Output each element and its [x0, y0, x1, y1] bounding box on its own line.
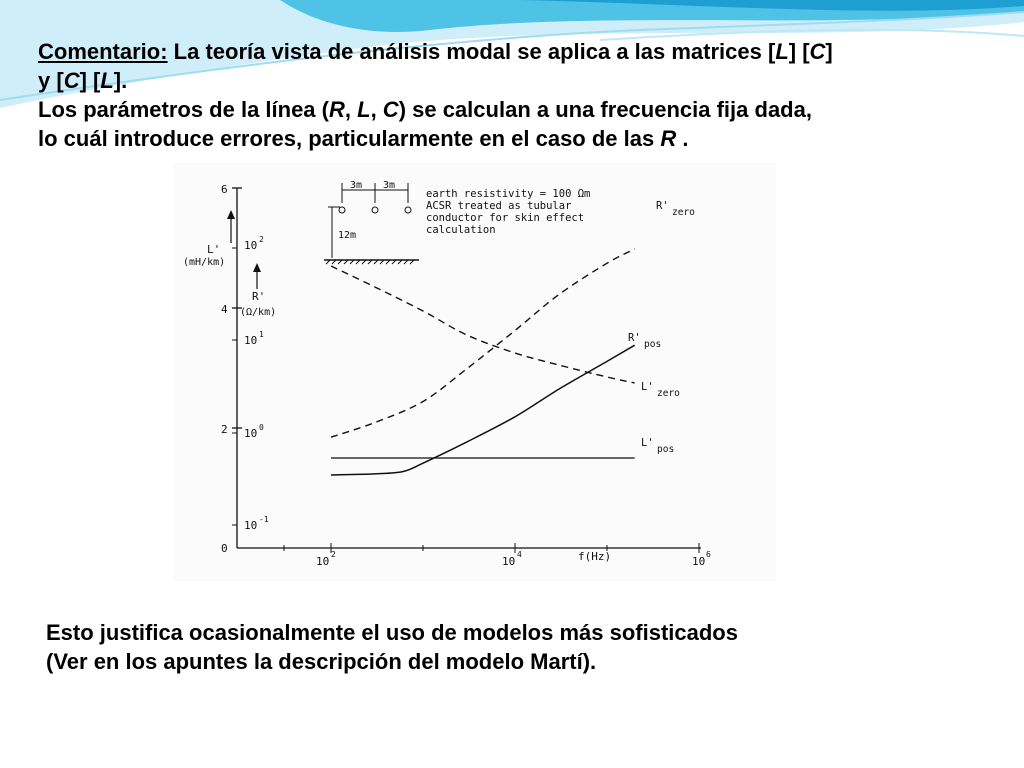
R-tick-0.1-exp: -1 — [259, 515, 269, 524]
comment-line-4 — [38, 124, 998, 153]
param-R: R — [328, 97, 345, 122]
series-label-R-pos-sub: pos — [644, 339, 662, 350]
x-tick-100: 10 — [316, 555, 330, 568]
left-axis-R-labels — [240, 235, 276, 532]
L-tick-2: 2 — [221, 423, 228, 436]
x-tick-1000000: 10 — [692, 555, 706, 568]
R-axis-arrow-head — [253, 263, 261, 272]
R-axis-unit: (Ω/km) — [240, 307, 277, 318]
frequency-dependence-chart — [174, 163, 776, 581]
L-axis-label: L' — [207, 243, 221, 256]
R-tick-100: 10 — [244, 239, 258, 252]
x-tick-10000-exp: 4 — [517, 550, 522, 559]
series-label-R-zero-sub: zero — [672, 207, 695, 218]
matrix-separator: ] [ — [79, 68, 101, 93]
footer-text — [46, 618, 946, 676]
param-L: L — [357, 97, 371, 122]
comma: , — [344, 97, 358, 122]
x-axis-label: f(Hz) — [578, 550, 612, 563]
matrix-separator: ] [ — [788, 39, 810, 64]
matrix-separator: ]. — [113, 68, 128, 93]
series-label-L-zero-sub: zero — [657, 388, 680, 399]
series-label-R-pos: R' — [628, 332, 641, 344]
comment-label: Comentario: — [38, 39, 168, 64]
comment-line-3-end: ) se calculan a una frecuencia fija dada, — [398, 97, 812, 122]
annotation-line: calculation — [426, 224, 496, 236]
series-labels — [628, 200, 695, 455]
comment-line-1 — [38, 37, 998, 66]
R-tick-0.1: 10 — [244, 519, 258, 532]
series-line-L-zero — [331, 266, 635, 383]
x-axis-labels — [316, 550, 711, 568]
series-label-L-pos: L' — [641, 437, 654, 449]
R-tick-10: 10 — [244, 334, 258, 347]
L-tick-4: 4 — [221, 303, 228, 316]
matrix-separator: ] — [825, 39, 833, 64]
matrix-C: C — [809, 39, 826, 64]
comment-line-3-text: Los parámetros de la línea ( — [38, 97, 329, 122]
series-label-R-zero: R' — [656, 200, 669, 212]
inset-spacing-2: 3m — [383, 180, 396, 191]
inset-spacing-1: 3m — [350, 180, 363, 191]
x-tick-10000: 10 — [502, 555, 516, 568]
L-axis-arrow-head — [227, 210, 235, 219]
L-tick-6: 6 — [221, 183, 228, 196]
series-lines — [331, 249, 635, 475]
comment-line-4-end: . — [676, 126, 689, 151]
footer-line-1: Esto justifica ocasionalmente el uso de modelos más sofisticados — [46, 620, 738, 645]
conductor-icon — [339, 207, 345, 213]
comma: , — [370, 97, 383, 122]
comment-line-2-text: y [ — [38, 68, 64, 93]
R-tick-1: 10 — [244, 427, 258, 440]
R-tick-100-exp: 2 — [259, 235, 264, 244]
matrix-L: L — [100, 68, 114, 93]
annotation-line: conductor for skin effect — [426, 212, 585, 224]
L-axis-unit: (mH/km) — [183, 257, 226, 268]
series-label-L-pos-sub: pos — [657, 444, 675, 455]
annotation-line: ACSR treated as tubular — [426, 200, 572, 212]
left-axis-L-labels — [183, 183, 235, 555]
R-tick-10-exp: 1 — [259, 330, 264, 339]
annotation-line: earth resistivity = 100 Ωm — [426, 188, 591, 200]
x-tick-100-exp: 2 — [331, 550, 336, 559]
inset-height-label: 12m — [338, 230, 357, 241]
comment-text — [38, 37, 998, 153]
series-line-R-pos — [331, 345, 635, 475]
R-tick-1-exp: 0 — [259, 423, 264, 432]
comment-line-1-text: La teoría vista de análisis modal se aplica a las matrices [ — [167, 39, 776, 64]
matrix-L: L — [775, 39, 789, 64]
conductor-icon — [372, 207, 378, 213]
comment-line-3 — [38, 95, 998, 124]
tower-inset — [324, 180, 419, 264]
R-axis-label: R' — [252, 290, 266, 303]
L-tick-0: 0 — [221, 542, 228, 555]
conductor-icon — [405, 207, 411, 213]
series-label-L-zero: L' — [641, 381, 654, 393]
footer-line-2: (Ver en los apuntes la descripción del modelo Martí). — [46, 649, 597, 674]
series-line-R-zero — [331, 249, 635, 437]
comment-line-4-text: lo cuál introduce errores, particularmente en el caso de las — [38, 126, 661, 151]
x-tick-1000000-exp: 6 — [706, 550, 711, 559]
chart-axes — [232, 188, 701, 553]
matrix-C: C — [63, 68, 80, 93]
comment-line-2 — [38, 66, 998, 95]
chart-annotation — [426, 188, 590, 236]
param-C: C — [382, 97, 399, 122]
param-R: R — [660, 126, 677, 151]
